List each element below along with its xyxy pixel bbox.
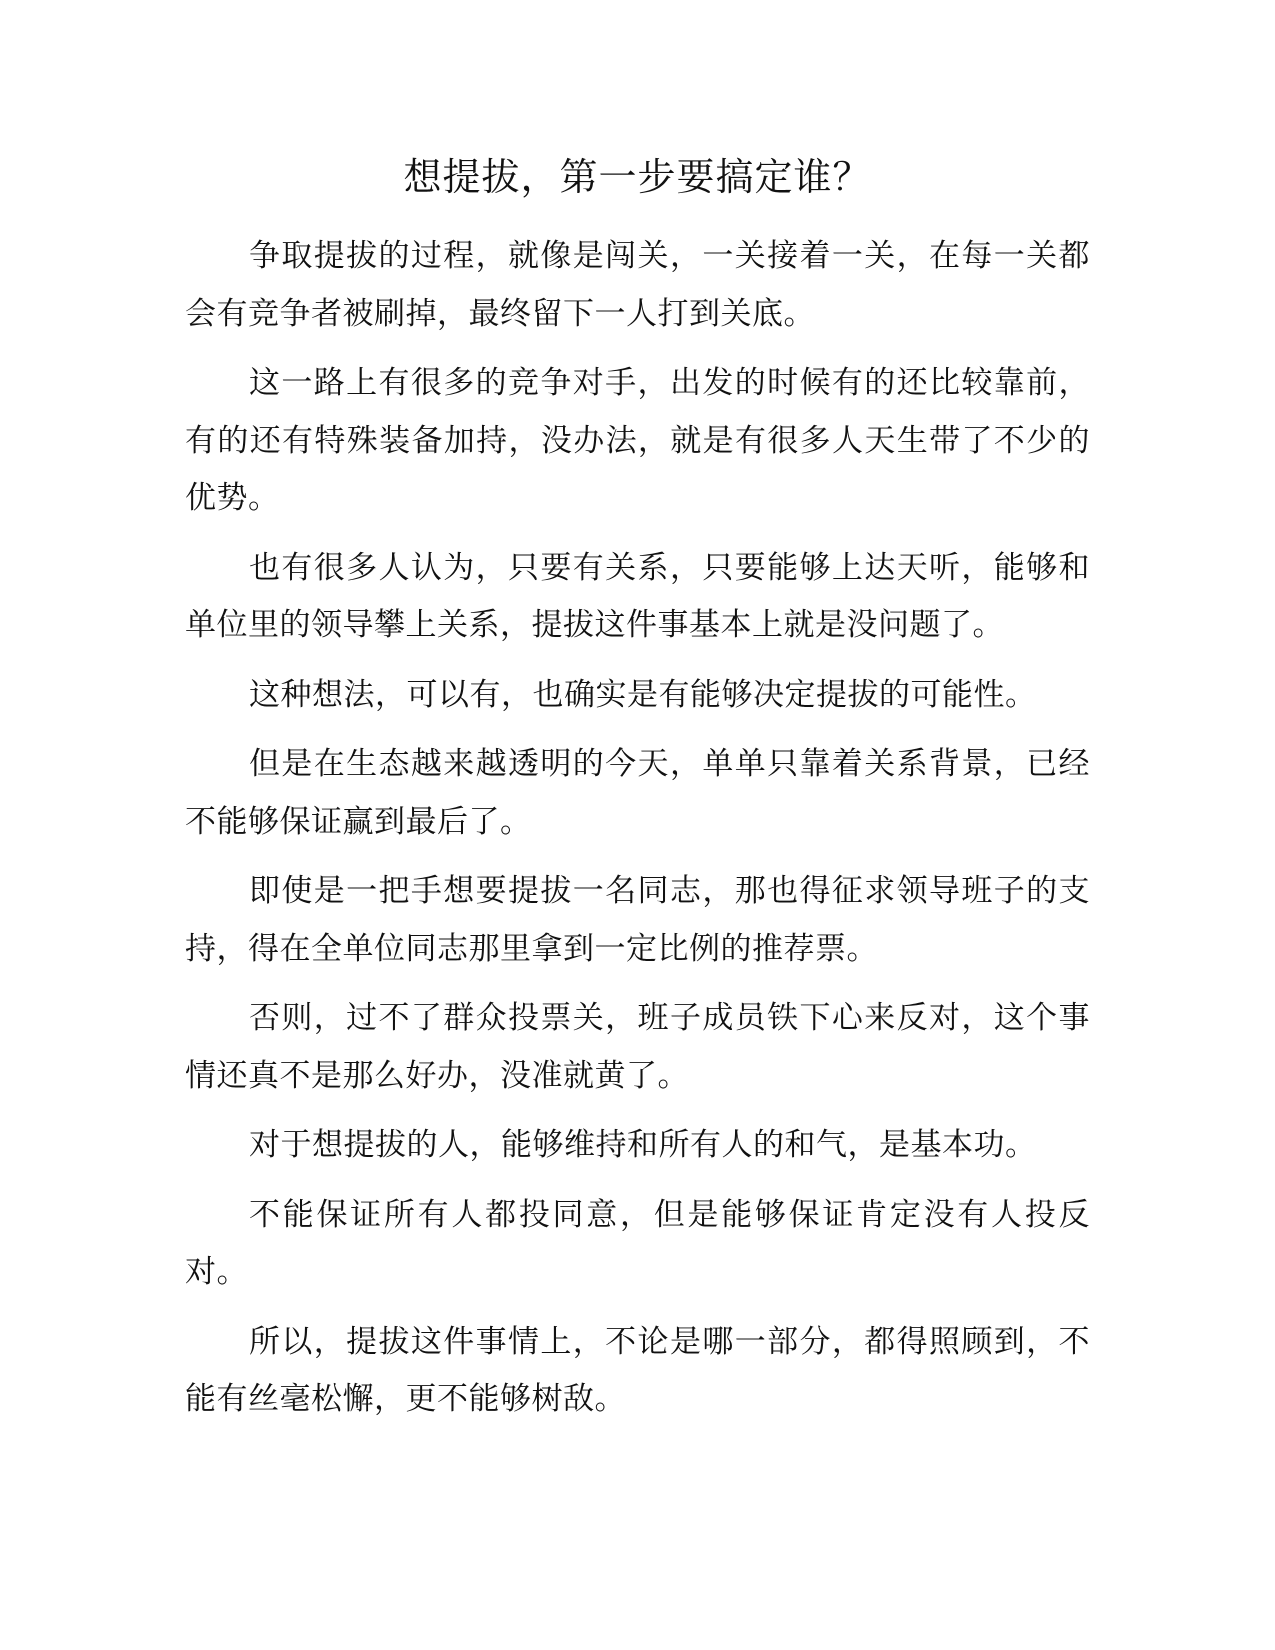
paragraph-1: 争取提拔的过程，就像是闯关，一关接着一关，在每一关都会有竞争者被刷掉，最终留下一人打到关底。 xyxy=(185,238,1090,332)
paragraph-8: 对于想提拔的人，能够维持和所有人的和气，是基本功。 xyxy=(249,1127,1037,1163)
paragraph-7: 否则，过不了群众投票关，班子成员铁下心来反对，这个事情还真不是那么好办，没准就黄了。 xyxy=(185,1000,1090,1094)
paragraph-9: 不能保证所有人都投同意，但是能够保证肯定没有人投反对。 xyxy=(185,1196,1090,1290)
paragraph-2: 这一路上有很多的竞争对手，出发的时候有的还比较靠前，有的还有特殊装备加持，没办法，就是有很多人天生带了不少的优势。 xyxy=(185,365,1090,516)
paragraph-10: 所以，提拔这件事情上，不论是哪一部分，都得照顾到，不能有丝毫松懈，更不能够树敌。 xyxy=(185,1323,1090,1417)
paragraph-5: 但是在生态越来越透明的今天，单单只靠着关系背景，已经不能够保证赢到最后了。 xyxy=(185,746,1090,840)
paragraph-4: 这种想法，可以有，也确实是有能够决定提拔的可能性。 xyxy=(249,676,1037,713)
paragraph-3: 也有很多人认为，只要有关系，只要能够上达天听，能够和单位里的领导攀上关系，提拔这件事基本上就是没问题了。 xyxy=(185,549,1090,643)
paragraph-6: 即使是一把手想要提拔一名同志，那也得征求领导班子的支持，得在全单位同志那里拿到一定比例的推荐票。 xyxy=(185,873,1090,967)
document-title: 想提拔，第一步要搞定谁？ xyxy=(403,155,872,199)
document-body xyxy=(185,228,1090,1441)
